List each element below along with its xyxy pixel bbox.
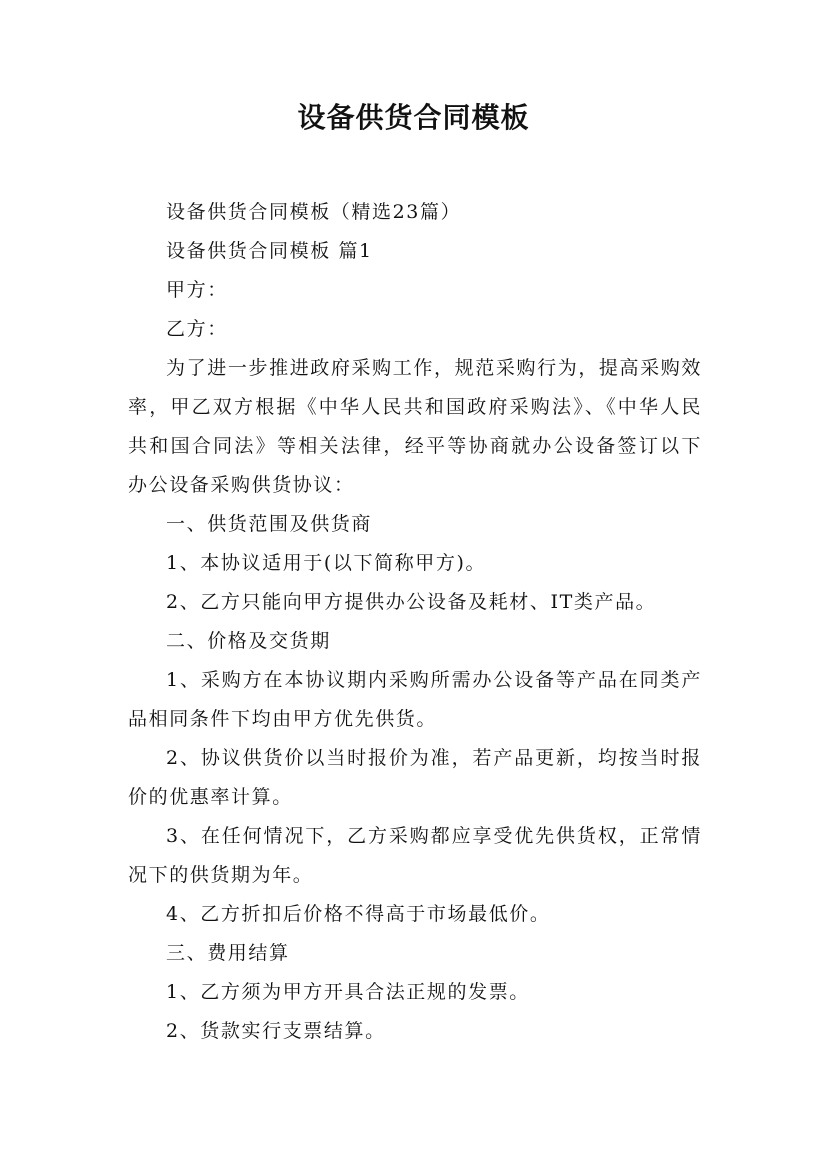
paragraph: 3、在任何情况下，乙方采购都应享受优先供货权，正常情况下的供货期为年。	[128, 825, 702, 886]
paragraph: 1、本协议适用于(以下简称甲方)。	[166, 552, 487, 574]
paragraph: 为了进一步推进政府采购工作，规范采购行为，提高采购效率，甲乙双方根据《中华人民共和国政府采购法》、《中华人民共和国合同法》等相关法律，经平等协商就办公设备签订以下办公设备采购供货协议：	[128, 357, 702, 496]
paragraph: 2、乙方只能向甲方提供办公设备及耗材、IT类产品。	[166, 591, 657, 613]
section-heading: 二、价格及交货期	[166, 630, 331, 652]
document-title: 设备供货合同模板	[297, 101, 530, 134]
paragraph: 设备供货合同模板（精选23篇）	[166, 201, 462, 223]
paragraph: 4、乙方折扣后价格不得高于市场最低价。	[166, 903, 551, 925]
paragraph: 1、采购方在本协议期内采购所需办公设备等产品在同类产品相同条件下均由甲方优先供货。	[128, 669, 702, 730]
paragraph: 甲方：	[166, 279, 228, 301]
document-body	[128, 193, 702, 1051]
paragraph: 1、乙方须为甲方开具合法正规的发票。	[166, 981, 530, 1003]
paragraph: 2、协议供货价以当时报价为准，若产品更新，均按当时报价的优惠率计算。	[128, 747, 702, 808]
paragraph: 2、货款实行支票结算。	[166, 1020, 386, 1042]
paragraph: 设备供货合同模板 篇1	[166, 240, 373, 262]
section-heading: 三、费用结算	[166, 942, 290, 964]
paragraph: 乙方：	[166, 318, 228, 340]
section-heading: 一、供货范围及供货商	[166, 513, 373, 535]
